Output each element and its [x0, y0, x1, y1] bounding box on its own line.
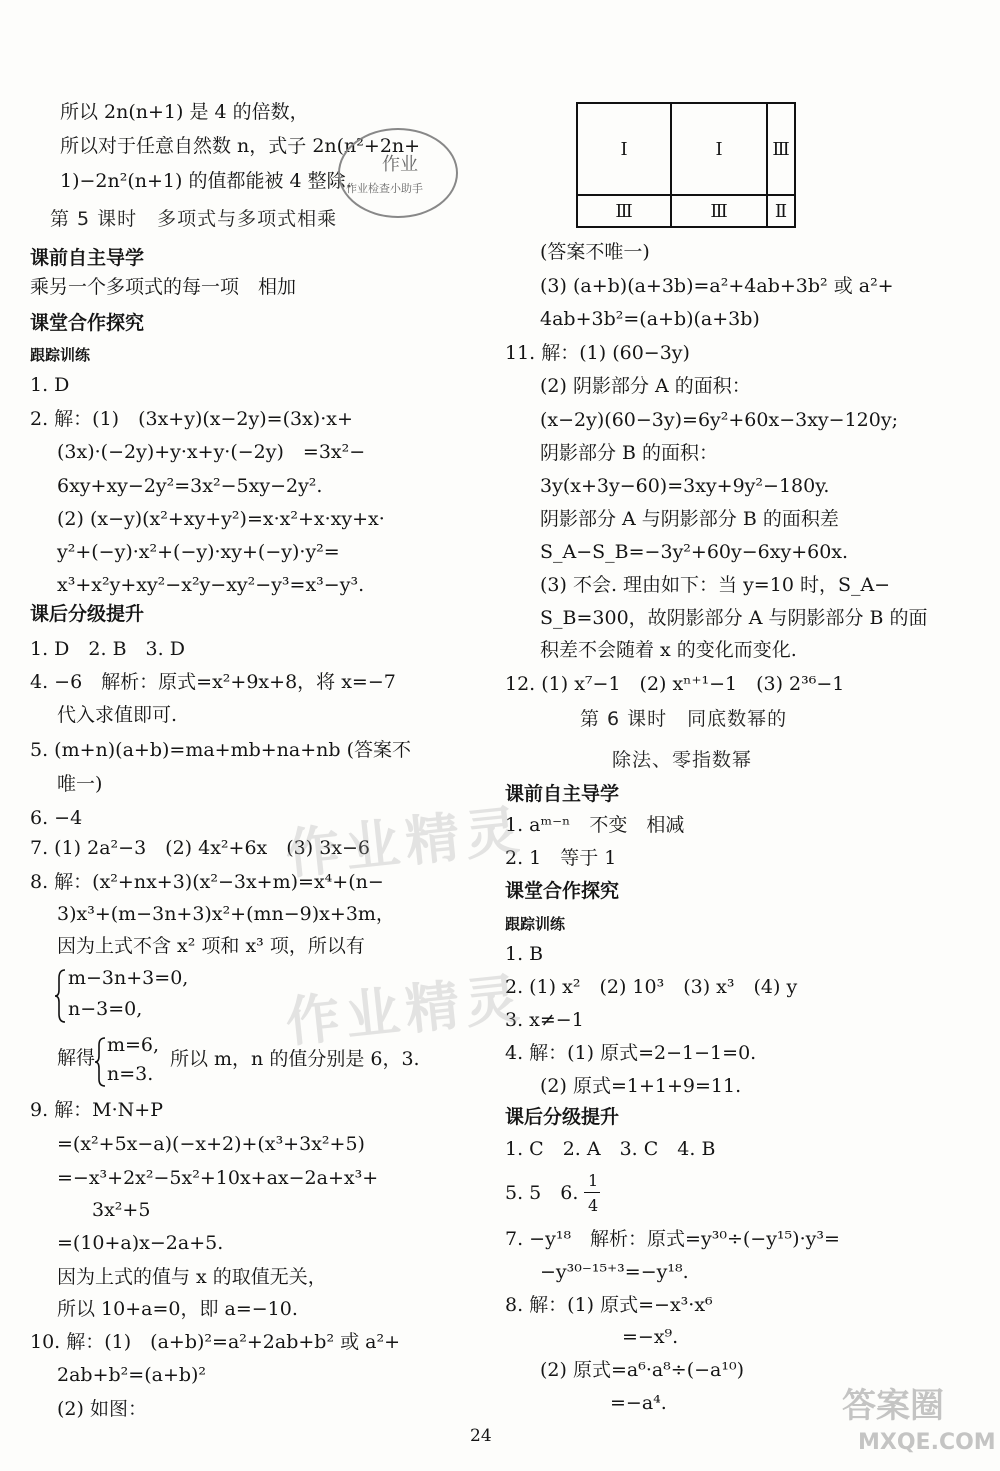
- text-line: 乘另一个多项式的每一项 相加: [30, 276, 297, 298]
- text-line: 所以 10+a=0，即 a=−10.: [57, 1298, 298, 1320]
- watermark-text: 作业精灵: [282, 798, 529, 887]
- lesson-title: 第 6 课时 同底数幂的: [580, 708, 788, 730]
- answer-item: 7. −y¹⁸ 解析：原式=y³⁰÷(−y¹⁵)·y³=: [505, 1228, 840, 1250]
- text-line: S_B=300，故阴影部分 A 与阴影部分 B 的面: [540, 607, 928, 629]
- text-line: 3y(x+3y−60)=3xy+9y²−180y.: [540, 475, 830, 497]
- fraction-numerator: 1: [588, 1171, 599, 1190]
- text-line: 3)x³+(m−3n+3)x²+(mn−9)x+3m，: [57, 903, 395, 925]
- text-line: (答案不唯一): [540, 241, 650, 263]
- text-line: =−x⁹.: [622, 1326, 679, 1348]
- text-line: =−a⁴.: [610, 1392, 667, 1414]
- equation: n=3.: [107, 1063, 154, 1085]
- answer-item: 9. 解：M·N+P: [30, 1099, 163, 1121]
- text-line: (2) 原式=a⁶·a⁸÷(−a¹⁰): [540, 1359, 745, 1381]
- equation: m−3n+3=0,: [68, 967, 189, 989]
- text-line: (2) 原式=1+1+9=11.: [540, 1075, 742, 1097]
- grid-cell: Ⅲ: [576, 194, 672, 228]
- section-heading: 课堂合作探究: [30, 312, 145, 334]
- text-line: y²+(−y)·x²+(−y)·xy+(−y)·y²=: [57, 541, 340, 563]
- text-line: =−x³+2x²−5x²+10x+ax−2a+x³+: [57, 1167, 379, 1189]
- answer-item: 8. 解：(1) 原式=−x³·x⁶: [505, 1294, 713, 1316]
- text-line: 积差不会随着 x 的变化而变化.: [540, 639, 797, 661]
- homework-stamp: [338, 128, 458, 218]
- answer-item: 11. 解：(1) (60−3y): [505, 342, 690, 364]
- answer-item: 7. (1) 2a²−3 (2) 4x²+6x (3) 3x−6: [30, 837, 371, 859]
- section-heading: 课前自主导学: [30, 247, 145, 269]
- text-line: S_A−S_B=−3y²+60y−6xy+60x.: [540, 541, 849, 563]
- text-line: 因为上式不含 x² 项和 x³ 项，所以有: [57, 935, 365, 957]
- answer-item: 5. (m+n)(a+b)=ma+mb+na+nb (答案不: [30, 739, 412, 761]
- section-heading: 课后分级提升: [30, 603, 145, 625]
- fraction-denominator: 4: [588, 1196, 599, 1215]
- answer-item: 1. B: [505, 943, 544, 965]
- text-line: (3) (a+b)(a+3b)=a²+4ab+3b² 或 a²+: [540, 275, 894, 297]
- stamp-text: 作业: [382, 154, 418, 175]
- answer-item: 4. −6 解析：原式=x²+9x+8，将 x=−7: [30, 671, 396, 693]
- text-line: 代入求值即可.: [57, 704, 178, 726]
- equation: n−3=0,: [68, 998, 143, 1020]
- text-line: 所以对于任意自然数 n，式子 2n(n²+2n+: [60, 135, 421, 157]
- text-line: (2) 如图：: [57, 1398, 147, 1420]
- grid-cell: Ⅲ: [670, 194, 768, 228]
- text-line: 3x²+5: [92, 1199, 151, 1221]
- text-line: 唯一): [57, 773, 103, 795]
- text-line: 1)−2n²(n+1) 的值都能被 4 整除.: [60, 170, 352, 192]
- text-line: =(10+a)x−2a+5.: [57, 1232, 224, 1254]
- answer-item: 10. 解：(1) (a+b)²=a²+2ab+b² 或 a²+: [30, 1331, 401, 1353]
- text-line: −y³⁰⁻¹⁵⁺³=−y¹⁸.: [540, 1261, 689, 1283]
- site-logo: 答案圈: [842, 1386, 944, 1426]
- fraction-bar: [584, 1192, 600, 1193]
- text-line: 2ab+b²=(a+b)²: [57, 1364, 207, 1386]
- text-line: 4ab+3b²=(a+b)(a+3b): [540, 308, 760, 330]
- answer-item: 8. 解：(x²+nx+3)(x²−3x+m)=x⁴+(n−: [30, 871, 384, 893]
- answer-item: 3. x≠−1: [505, 1009, 584, 1031]
- answer-item: 2. (1) x² (2) 10³ (3) x³ (4) y: [505, 976, 798, 998]
- text-line: 所以 2n(n+1) 是 4 的倍数，: [60, 101, 309, 123]
- text-line: 所以 m，n 的值分别是 6，3.: [170, 1048, 420, 1070]
- subsection-heading: 跟踪训练: [30, 346, 91, 364]
- brace-icon: [95, 1036, 107, 1088]
- text-line: 解得: [57, 1047, 96, 1069]
- stamp-text: 作业检查小助手: [346, 182, 423, 195]
- section-heading: 课前自主导学: [505, 783, 620, 805]
- page-number: 24: [470, 1426, 492, 1446]
- section-heading: 课堂合作探究: [505, 880, 620, 902]
- brace-icon: [55, 968, 67, 1024]
- answer-item: 4. 解：(1) 原式=2−1−1=0.: [505, 1042, 757, 1064]
- text-line: 6xy+xy−2y²=3x²−5xy−2y².: [57, 475, 323, 497]
- text-line: (3x)·(−2y)+y·x+y·(−2y) =3x²−: [57, 441, 366, 463]
- site-logo-url: MXQE.COM: [858, 1430, 996, 1455]
- text-line: 因为上式的值与 x 的取值无关，: [57, 1266, 327, 1288]
- grid-cell: Ⅱ: [766, 194, 796, 228]
- answer-item: 1. C 2. A 3. C 4. B: [505, 1138, 716, 1160]
- text-line: (x−2y)(60−3y)=6y²+60x−3xy−120y;: [540, 409, 898, 431]
- grid-cell: Ⅲ: [766, 102, 796, 196]
- answer-item: 2. 解：(1) (3x+y)(x−2y)=(3x)·x+: [30, 408, 353, 430]
- grid-cell: Ⅰ: [670, 102, 768, 196]
- answer-item: 1. D 2. B 3. D: [30, 638, 185, 660]
- answer-item: 6. −4: [30, 807, 83, 829]
- subsection-heading: 跟踪训练: [505, 915, 566, 933]
- answer-item: 12. (1) x⁷−1 (2) xⁿ⁺¹−1 (3) 2³⁶−1: [505, 673, 845, 695]
- text-line: (3) 不会. 理由如下：当 y=10 时，S_A−: [540, 574, 891, 596]
- text-line: x³+x²y+xy²−x²y−xy²−y³=x³−y³.: [57, 574, 365, 596]
- answer-item: 1. D: [30, 374, 70, 396]
- answer-item: 5. 5 6.: [505, 1182, 579, 1204]
- watermark-text: 作业精灵: [282, 966, 529, 1055]
- lesson-title: 第 5 课时 多项式与多项式相乘: [50, 208, 338, 230]
- answer-item: 1. aᵐ⁻ⁿ 不变 相减: [505, 814, 685, 836]
- lesson-title: 除法、零指数幂: [612, 749, 753, 771]
- section-heading: 课后分级提升: [505, 1106, 620, 1128]
- text-line: 阴影部分 A 与阴影部分 B 的面积差: [540, 508, 839, 530]
- text-line: (2) 阴影部分 A 的面积：: [540, 375, 751, 397]
- text-line: 阴影部分 B 的面积：: [540, 442, 719, 464]
- text-line: =(x²+5x−a)(−x+2)+(x³+3x²+5): [57, 1133, 365, 1155]
- answer-item: 2. 1 等于 1: [505, 847, 617, 869]
- grid-cell: Ⅰ: [576, 102, 672, 196]
- text-line: (2) (x−y)(x²+xy+y²)=x·x²+x·xy+x·: [57, 508, 385, 530]
- area-grid-figure: [576, 102, 796, 228]
- equation: m=6,: [107, 1034, 160, 1056]
